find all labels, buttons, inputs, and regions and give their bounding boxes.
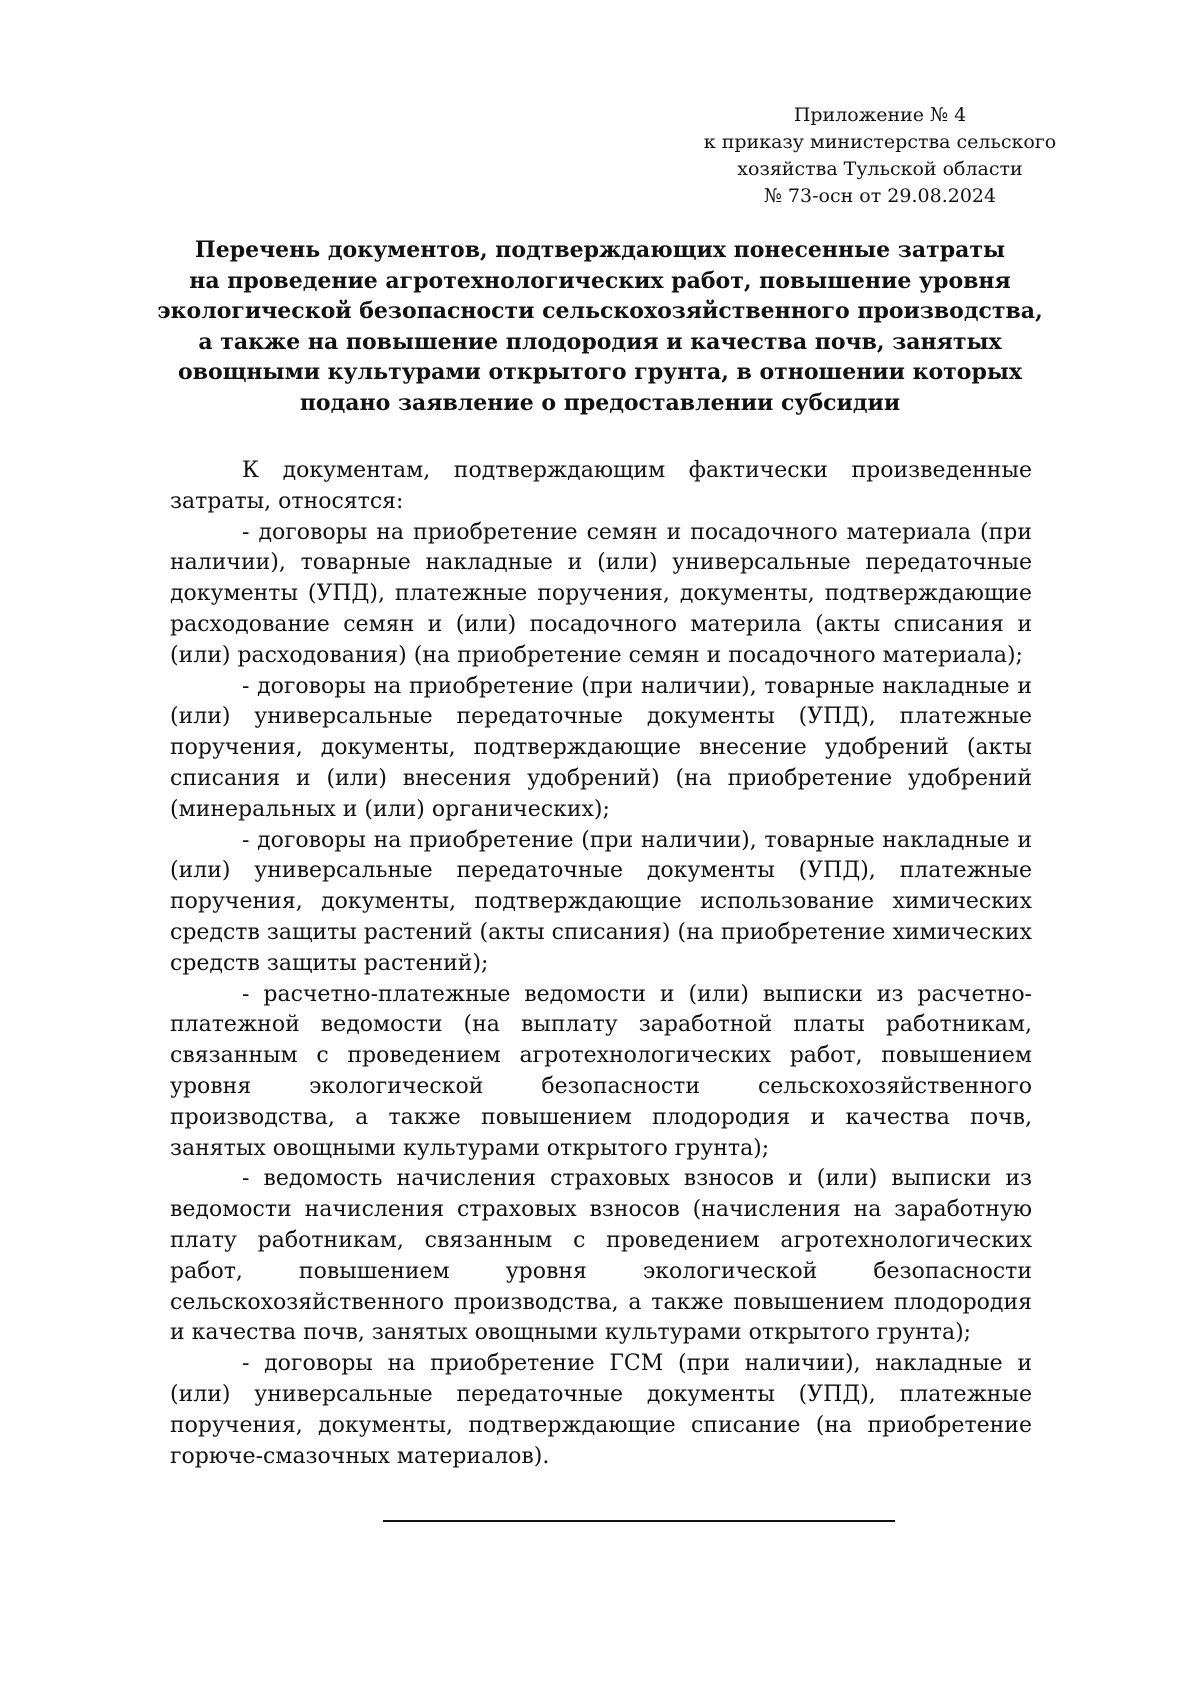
closing-divider [383, 1520, 895, 1522]
document-title [140, 235, 1060, 418]
list-item-fuel-lubricants: - договоры на приобретение ГСМ (при наличии), накладные и (или) универсальные передаточные документы (УПД), платежные поручения, документы, подтверждающие списание (на приобретение горюче-смазочных материалов). [170, 1351, 1032, 1469]
appendix-header [680, 102, 1080, 210]
list-item-payroll: - расчетно-платежные ведомости и (или) выписки из расчетно-платежной ведомости (на выплату заработной платы работникам, связанным с проведением агротехнологических работ, повышением уровня экологической безопасности сельскохозяйственного производства, а также повышением плодородия и качества почв, занятых овощными культурами открытого грунта); [170, 981, 1032, 1161]
appendix-number: Приложение № 4 [793, 104, 967, 126]
title-line: на проведение агротехнологических работ, повышение уровня [189, 267, 1011, 294]
intro-paragraph: К документам, подтверждающим фактически произведенные затраты, относятся: [170, 458, 1032, 514]
title-line: Перечень документов, подтверждающих понесенные затраты [194, 237, 1006, 263]
title-line: экологической безопасности сельскохозяйственного производства, [157, 298, 1043, 324]
title-line: а также на повышение плодородия и качества почв, занятых [198, 328, 1002, 355]
document-body [170, 456, 1032, 1472]
list-item-seeds: - договоры на приобретение семян и посадочного материала (при наличии), товарные накладные и (или) универсальные передаточные документы (УПД), платежные поручения, документы, подтверждающие расходование семян и (или) посадочного материла (акты списания и (или) расходования) (на приобретение семян и посадочного материала); [170, 519, 1032, 668]
title-line: подано заявление о предоставлении субсидии [299, 389, 901, 416]
appendix-ministry-line: хозяйства Тульской области [737, 158, 1023, 180]
list-item-insurance-contributions: - ведомость начисления страховых взносов и (или) выписки из ведомости начисления страховых взносов (начисления на заработную плату работникам, связанным с проведением агротехнологических работ, повышением уровня экологической безопасности сельскохозяйственного производства, а также повышением плодородия и качества почв, занятых овощными культурами открытого грунта); [170, 1166, 1032, 1346]
appendix-order-line: к приказу министерства сельского [703, 131, 1057, 153]
title-line: овощными культурами открытого грунта, в отношении которых [177, 359, 1023, 385]
appendix-order-number-date: № 73-осн от 29.08.2024 [763, 185, 997, 207]
list-item-fertilizers: - договоры на приобретение (при наличии), товарные накладные и (или) универсальные передаточные документы (УПД), платежные поручения, документы, подтверждающие внесение удобрений (акты списания и (или) внесения удобрений) (на приобретение удобрений (минеральных и (или) органических); [170, 673, 1032, 822]
list-item-plant-protection: - договоры на приобретение (при наличии), товарные накладные и (или) универсальные передаточные документы (УПД), платежные поручения, документы, подтверждающие использование химических средств защиты растений (акты списания) (на приобретение химических средств защиты растений); [170, 827, 1032, 976]
